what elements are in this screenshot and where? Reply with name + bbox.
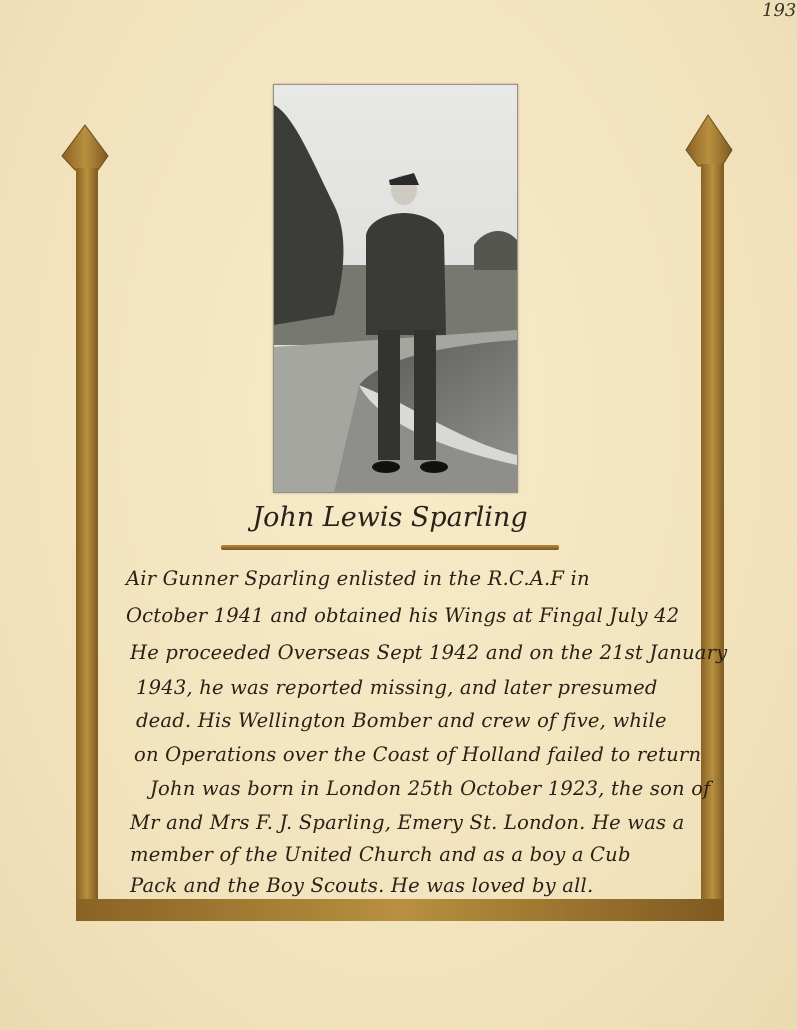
body-line: on Operations over the Coast of Holland failed to return [134, 743, 702, 766]
body-line: Pack and the Boy Scouts. He was loved by all. [130, 874, 594, 897]
body-line: dead. His Wellington Bomber and crew of five, while [136, 709, 667, 732]
body-line: October 1941 and obtained his Wings at Fingal July 42 [126, 604, 680, 627]
page-number: 193 [762, 0, 797, 21]
right-bar [701, 164, 724, 920]
left-finial [62, 125, 108, 170]
body-line: Mr and Mrs F. J. Sparling, Emery St. London. He was a [130, 811, 685, 834]
photo-image [274, 85, 517, 492]
body-line: 1943, he was reported missing, and later presumed [136, 676, 658, 699]
body-line: Air Gunner Sparling enlisted in the R.C.A.F in [126, 567, 590, 590]
memorial-name-title: John Lewis Sparling [252, 502, 528, 533]
body-line: member of the United Church and as a boy a Cub [130, 843, 631, 866]
title-underline [221, 545, 559, 550]
right-finial [686, 115, 732, 166]
bottom-bar [76, 899, 724, 921]
left-bar [76, 168, 98, 920]
body-line: He proceeded Overseas Sept 1942 and on the 21st January [130, 641, 728, 664]
body-line: John was born in London 25th October 1923, the son of [150, 777, 711, 800]
portrait-photo [273, 84, 518, 493]
